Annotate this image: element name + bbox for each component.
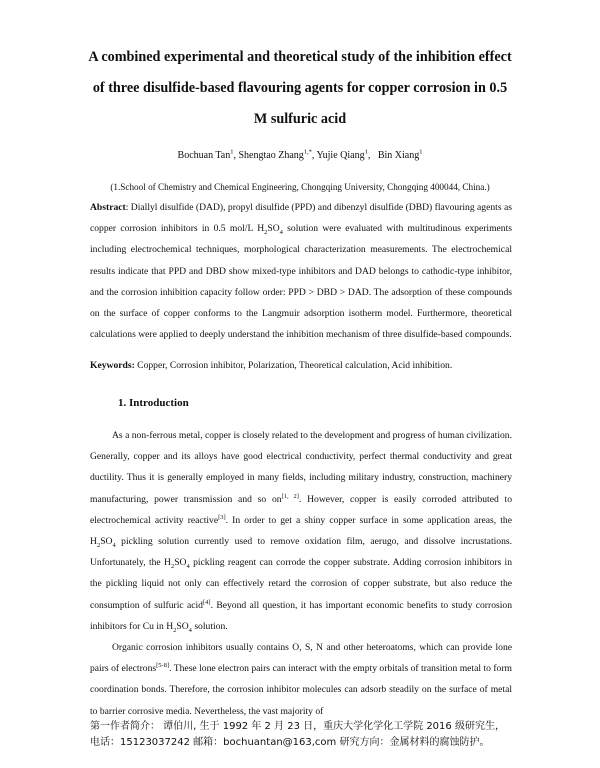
abstract-text: solution were evaluated with multitudinous experiments including electrochemical techniques, morphological characterization measurements. The electrochemical results indicate that PPD and DBD show mixed-type inhibitors and DAD belongs to cathodic-type inhibitor, and the corrosion inhibition capacity follow order: PPD > DBD > DAD. The adsorption of these compounds on the surface of copper conforms to the Langmuir adsorption isotherm model. Furthermore, theoretical calculations were applied to deeply understand the inhibition mechanism of three disulfide-based compounds. xyxy=(90,223,513,341)
citation: [1, 2] xyxy=(281,492,299,500)
author-name: Bochuan Tan xyxy=(177,150,231,161)
citation: [3] xyxy=(218,513,226,521)
text: . Beyond all question, it has important economic benefits to study corrosion inhibitors for Cu in H xyxy=(90,599,512,632)
author-name: Bin Xiang xyxy=(377,150,420,161)
subscript: 2 xyxy=(170,563,175,571)
keywords-text: Copper, Corrosion inhibitor, Polarization, Theoretical calculation, Acid inhibition. xyxy=(134,360,453,371)
abstract-label: Abstract xyxy=(90,202,126,213)
introduction-body xyxy=(90,425,512,722)
subscript: 4 xyxy=(186,563,190,571)
citation: [4] xyxy=(202,598,211,606)
footnote-line: 第一作者简介： 谭伯川, 生于 1992 年 2 月 23 日，重庆大学化学化工学院 2016 级研究生， xyxy=(90,721,505,732)
text: pickling solution currently used to remove oxidation film, aerugo, and dissolve incrustations. Unfortunately, the H xyxy=(90,536,512,569)
subscript: 2 xyxy=(96,541,101,549)
text: . In order to get a shiny copper surface in some application areas, the H xyxy=(90,514,512,548)
text: Organic corrosion inhibitors usually contains O, S, N and other heteroatoms, which can provide lone pairs of electrons xyxy=(90,642,512,675)
footnote-line: 电话：15123037242 邮箱：bochuantan@163,com 研究方向：金属材料的腐蚀防护。 xyxy=(90,737,490,748)
author-name: Shengtao Zhang xyxy=(238,150,304,161)
subscript: 4 xyxy=(279,229,283,237)
section-heading: 1. Introduction xyxy=(118,397,189,409)
text: SO xyxy=(174,557,187,569)
subscript: 4 xyxy=(188,626,192,634)
author-affil-mark: 1,* xyxy=(303,148,312,156)
paper-title xyxy=(60,42,540,135)
text: SO xyxy=(100,536,113,548)
text: solution. xyxy=(191,620,228,632)
paragraph xyxy=(90,637,512,722)
subscript: 2 xyxy=(173,626,177,634)
author-footnote xyxy=(90,719,530,751)
author-name: Yujie Qiang xyxy=(316,150,365,161)
author-affil-mark: 1 xyxy=(419,148,423,156)
paragraph xyxy=(90,425,512,637)
title-line-3: M sulfuric acid xyxy=(253,111,347,127)
abstract xyxy=(90,197,512,345)
affiliation: (1.School of Chemistry and Chemical Engineering, Chongqing University, Chongqing 400044, China.) xyxy=(110,182,490,192)
author-list: Bochuan Tan$^1$, Shengtao Zhang$^{1,*}$, Yujie Qiang$^1$, Bin Xiang$^1$ xyxy=(177,148,423,161)
keywords xyxy=(90,359,520,373)
text: pickling reagent can corrode the copper substrate. Adding corrosion inhibitors in the pickling liquid not only can effectively retard the corrosion of copper substrate, but also reduce the consumption of sulfuric acid xyxy=(90,557,512,611)
citation: [5-8] xyxy=(156,662,170,670)
abstract-text: SO xyxy=(267,223,280,235)
text: . These lone electron pairs can interact with the empty orbitals of transition metal to form coordination bonds. Therefore, the corrosion inhibitor molecules can adsorb steadily on the surface of metal to barrier corrosive media. Nevertheless, the vast majority of xyxy=(90,663,512,717)
text: SO xyxy=(176,620,189,632)
text: As a non-ferrous metal, copper is closely related to the development and progress of human civilization. Generally, copper and its alloys have good electrical conductivity, perfect thermal conductivity and great ductility. Thus it is generally employed in many fields, including military industry, construction, machinery manufacturing, power transmission and so on xyxy=(90,430,512,505)
subscript: 4 xyxy=(112,541,116,549)
author-affil-mark: 1 xyxy=(364,148,368,156)
abstract-text: : Diallyl disulfide (DAD), propyl disulfide (PPD) and dibenzyl disulfide (DBD) flavouring agents as copper corrosion inhibitors in 0.5 mol/L H xyxy=(90,202,512,235)
text: . However, copper is easily corroded attributed to electrochemical activity reactive xyxy=(90,493,512,526)
subscript: 2 xyxy=(264,229,268,237)
title-line-2: of three disulfide-based flavouring agents for copper corrosion in 0.5 xyxy=(92,80,508,96)
title-line-1: A combined experimental and theoretical study of the inhibition effect xyxy=(88,49,512,65)
author-affil-mark: 1 xyxy=(230,148,234,156)
keywords-label: Keywords: xyxy=(90,360,135,371)
